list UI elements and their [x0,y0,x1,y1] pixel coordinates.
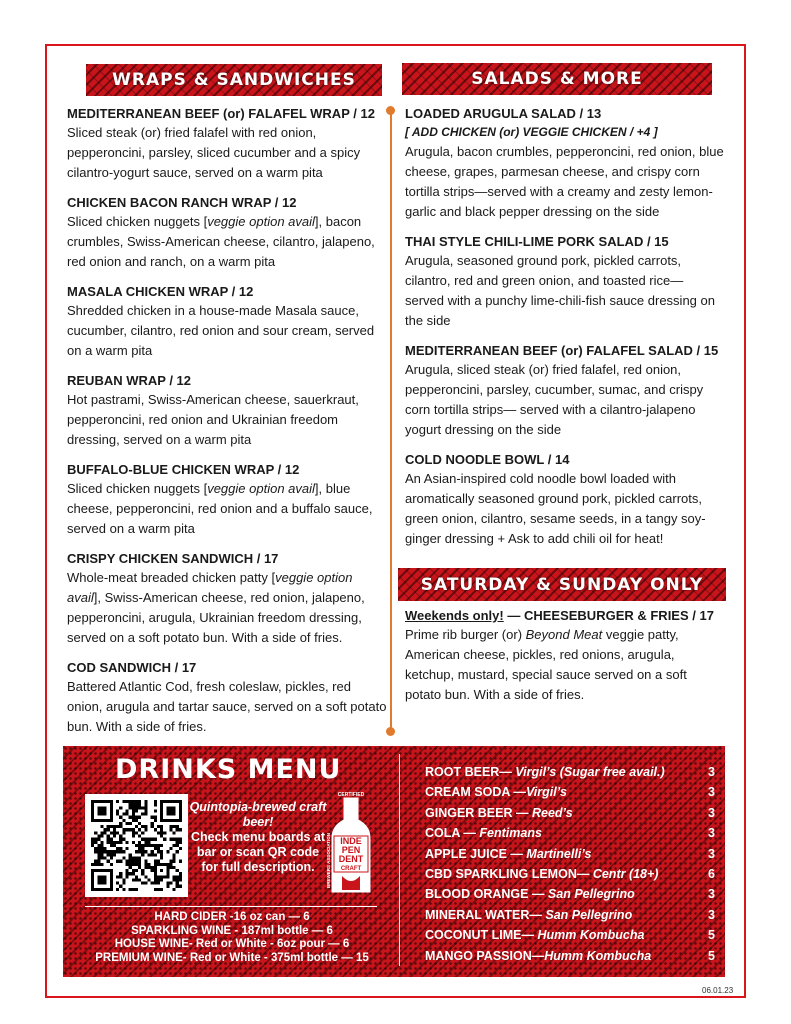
item-description: Arugula, seasoned ground pork, pickled carrots, cilantro, red and green onion, and toasted rice— served with a punchy lime-chili-fish sauce dressing on the side [405,253,715,328]
price: 5 [708,948,715,963]
menu-item [67,658,387,737]
item-description: Sliced chicken nuggets [veggie option avail], bacon crumbles, Swiss-American cheese, cilantro, jalapeno, red onion and ranch, on a warm pita [67,214,375,269]
wraps-column [67,104,387,747]
section-banner-weekend: SATURDAY & SUNDAY ONLY [398,568,726,601]
soft-drink-row: CBD SPARKLING LEMON— Centr (18+) 6 [425,864,715,884]
price: 3 [708,846,715,861]
item-description: An Asian-inspired cold noodle bowl loaded with aromatically seasoned ground pork, pickled carrots, green onion, cilantro, sesame seeds, in a tangy soy-ginger dressing + Ask to add chili oil for heat! [405,471,706,546]
item-description: Hot pastrami, Swiss-American cheese, sauerkraut, pepperoncini, red onion and Ukrainian freedom dressing, served on a warm pita [67,392,359,447]
badge-line-2: PEN [341,845,361,855]
drink-line: SPARKLING WINE - 187ml bottle — 6 [131,924,333,937]
badge-top-text: CERTIFIED [337,792,365,798]
divider-dot-top [386,106,395,115]
price: 3 [708,765,715,779]
item-title: MEDITERRANEAN BEEF (or) FALAFEL SALAD / 15 [405,343,719,358]
qr-code-icon [91,800,182,891]
menu-item [67,371,387,450]
badge-line-3: DENT [338,854,364,864]
price: 5 [708,928,715,943]
soft-drink-row: MINERAL WATER— San Pellegrino 3 [425,905,715,925]
soft-drink-row: APPLE JUICE — Martinelli’s 3 [425,844,715,864]
soft-drinks-list [425,762,715,966]
alcohol-list [77,911,387,965]
badge-side-text: BREWERS ASSOCIATION [326,832,331,888]
craft-beer-note [188,800,328,875]
section-banner-salads: SALADS & MORE [402,63,712,95]
price: 3 [708,785,715,800]
item-description: Sliced steak (or) fried falafel with red onion, pepperoncini, parsley, sliced cucumber and a spicy cilantro-yogurt sauce, served on a warm pita [67,125,361,180]
drinks-panel [63,746,725,977]
item-title: MEDITERRANEAN BEEF (or) FALAFEL WRAP / 12 [67,106,375,121]
drinks-separator [85,906,377,907]
item-description: Arugula, bacon crumbles, pepperoncini, red onion, blue cheese, grapes, parmesan cheese, and crispy corn tortilla strips—served with a creamy and zesty lemon-garlic and black pepper dressing on the side [405,144,724,219]
qr-code[interactable] [85,794,188,897]
item-description: Shredded chicken in a house-made Masala sauce, cucumber, cilantro, red onion and sour cream, served on a warm pita [67,303,375,358]
menu-item [67,193,387,272]
menu-date: 06.01.23 [702,986,734,995]
item-description: Battered Atlantic Cod, fresh coleslaw, pickles, red onion, arugula and tartar sauce, served on a soft potato bun. With a side of fries. [67,679,387,734]
item-title: CHICKEN BACON RANCH WRAP / 12 [67,195,297,210]
item-title: MASALA CHICKEN WRAP / 12 [67,284,254,299]
badge-line-4: CRAFT [340,866,362,872]
column-divider [390,110,392,732]
weekend-section [405,606,725,715]
price: 3 [708,907,715,922]
drink-line: PREMIUM WINE- Red or White - 375ml bottle — 15 [95,951,369,964]
menu-item [405,232,725,331]
item-title: COD SANDWICH / 17 [67,660,197,675]
menu-item [67,549,387,648]
menu-item [405,341,725,440]
item-description: Arugula, sliced steak (or) fried falafel, red onion, pepperoncini, parsley, cucumber, sumac, and crispy corn tortilla strips— served with a cilantro-jalapeno yogurt dressing on the side [405,362,704,437]
menu-item [405,104,725,222]
item-title: THAI STYLE CHILI-LIME PORK SALAD / 15 [405,234,669,249]
menu-item [67,282,387,361]
soft-drink-row: GINGER BEER — Reed’s 3 [425,803,715,823]
item-title: LOADED ARUGULA SALAD / 13 [405,106,602,121]
price: 3 [708,805,715,820]
drinks-divider [399,754,400,966]
soft-drink-row: COLA — Fentimans 3 [425,823,715,843]
salads-column [405,104,725,559]
soft-drink-row: CREAM SODA —Virgil’s 3 [425,782,715,802]
price: 3 [708,887,715,902]
drink-line: HARD CIDER -16 oz can — 6 [154,911,310,923]
weekend-lead: Weekends only! [405,608,504,623]
independent-craft-badge [324,792,378,898]
item-addon-note: [ ADD CHICKEN (or) VEGGIE CHICKEN / +4 ] [405,125,658,139]
item-title: COLD NOODLE BOWL / 14 [405,452,570,467]
price: 6 [708,867,715,882]
item-title: REUBAN WRAP / 12 [67,373,192,388]
item-title: CRISPY CHICKEN SANDWICH / 17 [67,551,279,566]
drink-line: HOUSE WINE- Red or White - 6oz pour — 6 [114,938,350,950]
price: 3 [708,826,715,841]
soft-drink-row: BLOOD ORANGE — San Pellegrino 3 [425,884,715,904]
section-banner-wraps: WRAPS & SANDWICHES [86,64,382,96]
item-title: BUFFALO-BLUE CHICKEN WRAP / 12 [67,462,300,477]
soft-drink-row: MANGO PASSION—Humm Kombucha 5 [425,946,715,966]
menu-item [405,450,725,549]
menu-item [405,606,725,705]
item-title: Weekends only! — CHEESEBURGER & FRIES / 17 [405,608,714,623]
menu-item [67,104,387,183]
item-description: Whole-meat breaded chicken patty [veggie option avail], Swiss-American cheese, red onion, jalapeno, pepperoncini, arugula, Ukrainian freedom dressing, served on a soft potato bun. With a side of fries. [67,570,365,645]
divider-dot-bottom [386,727,395,736]
item-description: Sliced chicken nuggets [veggie option avail], blue cheese, pepperoncini, red onion and a buffalo sauce, served on a warm pita [67,481,373,536]
craft-beer-instructions: Check menu boards at bar or scan QR code for full description. [190,830,326,874]
soft-drink-row: ROOT BEER— Virgil’s (Sugar free avail.) 3 [425,762,715,782]
item-description: Prime rib burger (or) Beyond Meat veggie patty, American cheese, pickles, red onions, arugula, ketchup, mustard, special sauce served on a soft potato bun. With a side of fries. [405,627,687,702]
soft-drink-row: COCONUT LIME— Humm Kombucha 5 [425,925,715,945]
badge-line-1: INDE [340,836,362,846]
menu-item [67,460,387,539]
craft-beer-headline: Quintopia-brewed craft beer! [189,800,327,829]
drinks-title: DRINKS MENU [115,754,342,785]
